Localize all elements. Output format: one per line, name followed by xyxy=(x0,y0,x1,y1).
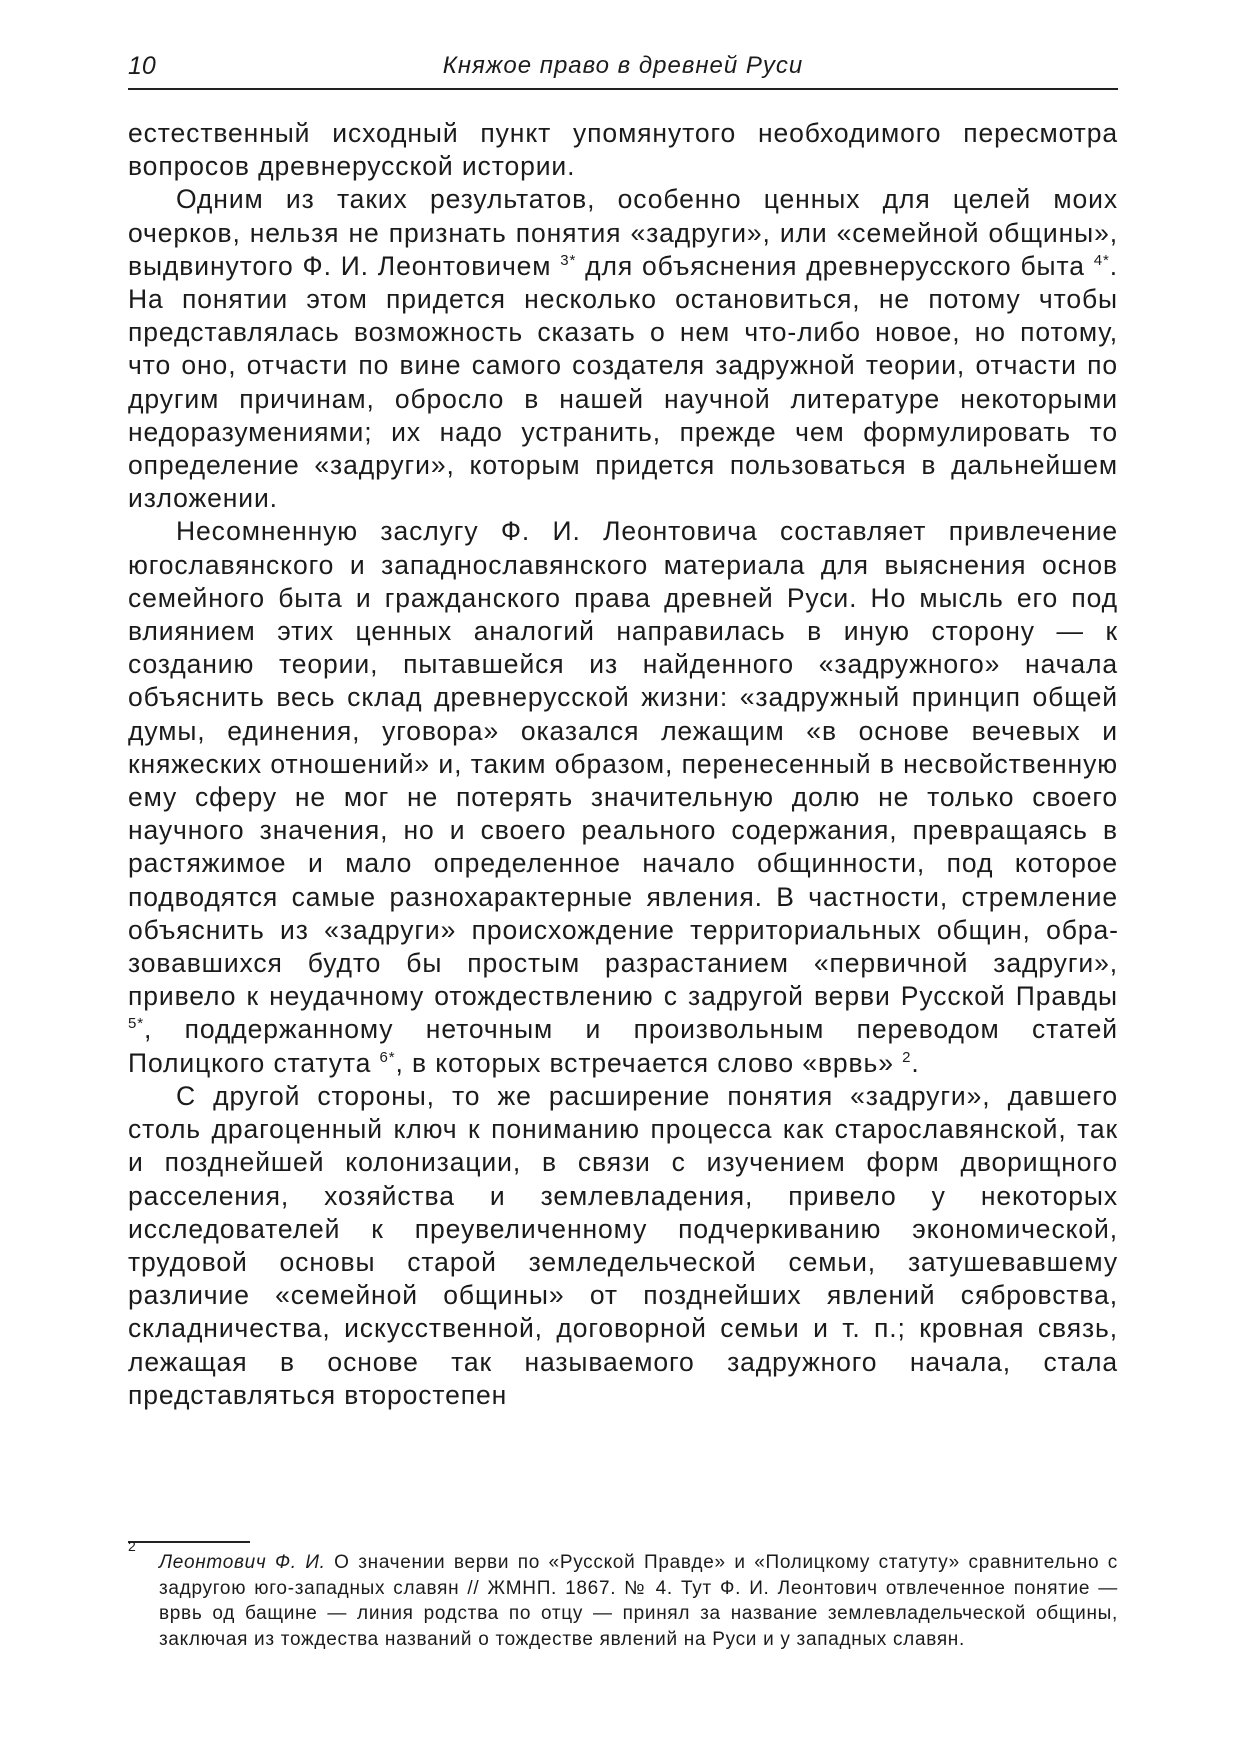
text-run: С другой стороны, то же расширение понятия «задруги», давшего столь драгоценный ключ к пониманию процесса как старославянской, так и позднейшей колонизации, в связи с изучением форм дворищного расселения, хозяйства и землевладения, привело у некоторых исследователей к преувеличенному подчеркиванию экономической, трудовой основы старой земледельческой семьи, затушевавшему различие «семейной общины» от позднейших явлений сябровства, складничества, искусственной, договорной семьи и т. п.; кровная связь, лежащая в основе так называемого задружного начала, стала представляться второстепен xyxy=(128,1080,1118,1410)
paragraph-1 xyxy=(128,117,1118,183)
paragraph-3 xyxy=(128,515,1118,1079)
text-run: . xyxy=(911,1047,920,1078)
page-header xyxy=(128,48,1118,90)
running-title: Княжое право в древней Руси xyxy=(442,52,804,79)
text-run: для объяснения древнерусского быта xyxy=(576,250,1094,281)
text-run: естественный исходный пункт упомянутого необходимого пересмотра вопросов древнерусской истории. xyxy=(128,118,1118,182)
main-text xyxy=(128,117,1118,1412)
text-run: , поддержанному неточным и произвольным переводом статей Полицкого статута xyxy=(128,1014,1118,1078)
footnote-reference: 5* xyxy=(128,1015,144,1033)
footnote: 2 Леонтович Ф. И. О значении верви по «Русской Правде» и «Полицкому статуту» сравнительно с задругою юго-западных славян // ЖМНП. 1867. № 4. Тут Ф. И. Леонтович отвлеченное понятие — врвь од бащине — линия родства по отцу — принял за название землевладельческой общины, заключая из тождества названий о тождестве явлений на Руси и у западных славян. xyxy=(128,1550,1118,1652)
page-number: 10 xyxy=(128,52,156,80)
text-run: Одним из таких результатов, особенно ценных для целей моих очерков, нельзя не признать понятия «задруги», или «семейной общины», выдвинутого Ф. И. Леонтовичем xyxy=(128,184,1118,281)
footnote-author: Леонтович Ф. И. xyxy=(159,1552,326,1573)
text-run: . На понятии этом придется несколько остановиться, не потому чтобы представлялась возможность сказать о нем что-либо новое, но потому, что оно, отчасти по вине самого создателя задружной теории, отчасти по другим причинам, обросло в нашей научной литературе некоторыми недоразумениями; их надо устранить, прежде чем формулировать то определение «задруги», которым придется пользоваться в дальнейшем изложении. xyxy=(128,250,1118,514)
footnote-reference: 4* xyxy=(1093,251,1110,269)
text-run: , в которых встречается слово «врвь» xyxy=(395,1047,903,1078)
footnote-text: О значении верви по «Русской Правде» и «Полицкому статуту» сравнительно с задругою юго-западных славян // ЖМНП. 1867. № 4. Тут Ф. И. Леонтович отвлеченное понятие — врвь од бащине — линия родства по отцу — принял за название землевладельческой общины, заключая из тождества названий о тождестве явлений на Руси и у западных славян. xyxy=(159,1552,1118,1650)
paragraph-4 xyxy=(128,1080,1118,1412)
footnote-reference: 3* xyxy=(560,251,577,269)
paragraph-2 xyxy=(128,183,1118,515)
footnote-reference: 2 xyxy=(902,1048,912,1066)
footnote-body xyxy=(159,1550,1118,1652)
text-run: Несомненную заслугу Ф. И. Леонтовича составляет привлечение югославянского и западнославянского материала для выяснения основ семейного быта и гражданского права древней Руси. Но мысль его под влиянием этих ценных аналогий направилась в иную сторону — к созданию теории, пытавшейся из найденного «задружного» начала объяснить весь склад древнерусской жизни: «задружный принцип общей думы, единения, уговора» оказался лежащим «в основе вечевых и княжеских отношений» и, таким образом, перенесенный в несвойственную ему сферу не мог не потерять значительную долю не только своего научного значения, но и своего реального содержания, превращаясь в растяжимое и мало определенное начало общинности, под которое подводятся самые разнохарактерные явления. В частности, стремление объяснить из «задруги» происхождение территориальных общин, образовавшихся будто бы простым разрастанием «первичной задруги», привело к неудачному отождествлению с задругой верви Русской Правды xyxy=(128,516,1118,1012)
footnote-reference: 6* xyxy=(379,1048,396,1066)
footnote-divider xyxy=(128,1541,250,1543)
